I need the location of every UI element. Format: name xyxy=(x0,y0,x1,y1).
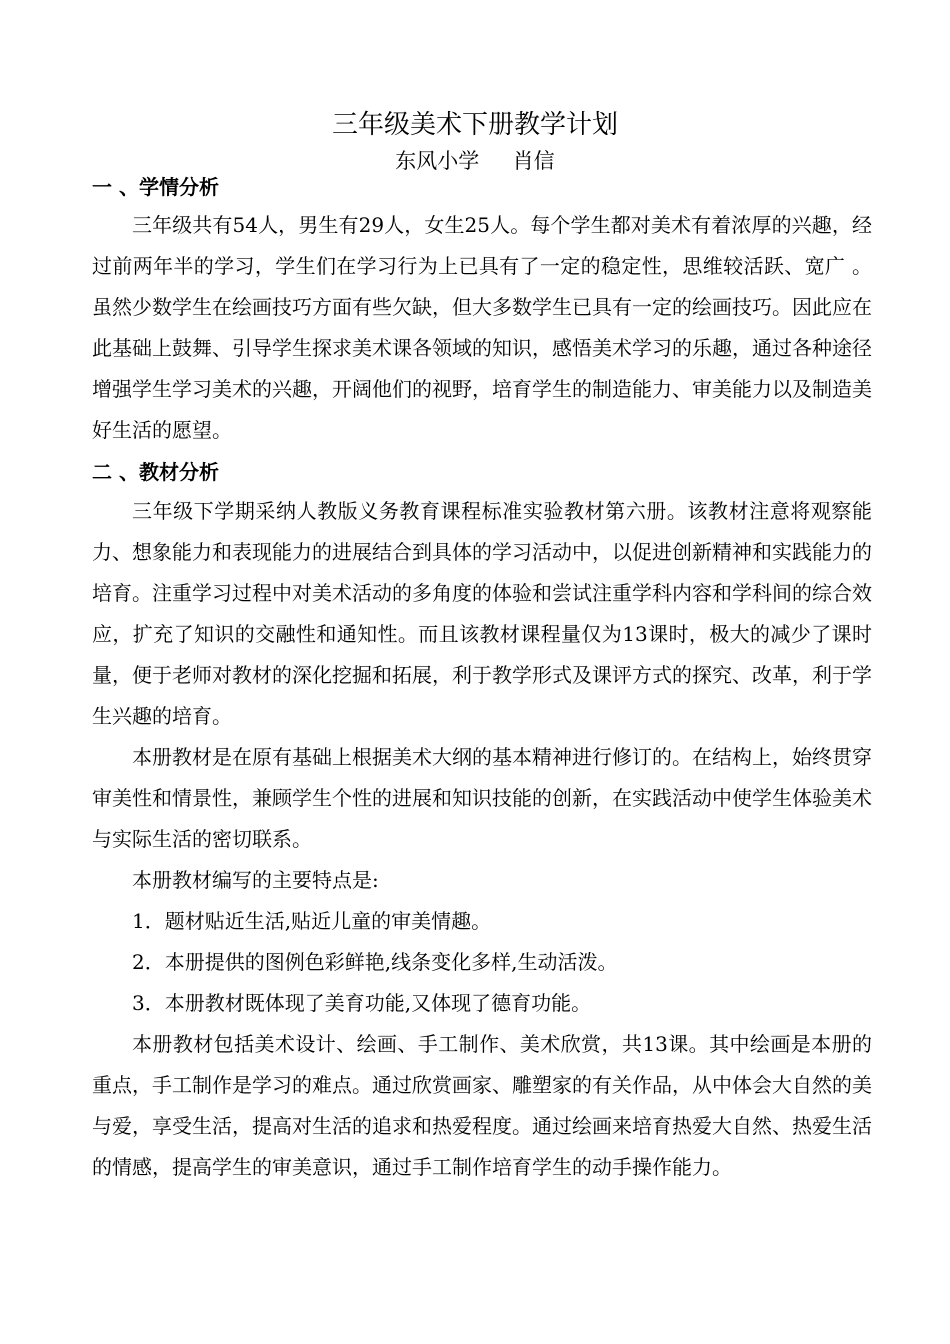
paragraph: 本册教材包括美术设计、绘画、手工制作、美术欣赏，共13课。其中绘画是本册的重点，手工制作是学习的难点。通过欣赏画家、雕塑家的有关作品，从中体会大自然的美与爱，享受生活，提高对生活的追求和热爱程度。通过绘画来培育热爱大自然、热爱生活的情感，提高学生的审美意识，通过手工制作培育学生的动手操作能力。 xyxy=(92,1032,872,1179)
page-title: 三年级美术下册教学计划 xyxy=(331,110,618,140)
paragraph: 本册教材是在原有基础上根据美术大纲的基本精神进行修订的。在结构上，始终贯穿审美性和情景性，兼顾学生个性的进展和知识技能的创新，在实践活动中使学生体验美术与实际生活的密切联系。 xyxy=(92,745,872,851)
paragraph: 三年级共有54人，男生有29人，女生25人。每个学生都对美术有着浓厚的兴趣，经过前两年半的学习，学生们在学习行为上已具有了一定的稳定性，思维较活跃、宽广 。虽然少数学生在绘画技巧方面有些欠缺，但大多数学生已具有一定的绘画技巧。因此应在此基础上鼓舞、引导学生探求美术课各领域的知识，感悟美术学习的乐趣，通过各种途径增强学生学习美术的兴趣，开阔他们的视野，培育学生的制造能力、审美能力以及制造美好生活的愿望。 xyxy=(92,213,872,442)
list-item: 3．本册教材既体现了美育功能,又体现了德育功能。 xyxy=(132,991,592,1015)
section-heading-learning-analysis: 一 、学情分析 xyxy=(92,175,219,199)
section-textbook-analysis-body xyxy=(92,491,872,1188)
page-subtitle: 东风小学 肖信 xyxy=(395,149,555,173)
paragraph: 三年级下学期采纳人教版义务教育课程标准实验教材第六册。该教材注意将观察能力、想象能力和表现能力的进展结合到具体的学习活动中，以促进创新精神和实践能力的培育。注重学习过程中对美术活动的多角度的体验和尝试注重学科内容和学科间的综合效应，扩充了知识的交融性和通知性。而且该教材课程量仅为13课时，极大的减少了课时量，便于老师对教材的深化挖掘和拓展，利于教学形式及课评方式的探究、改革，利于学生兴趣的培育。 xyxy=(92,499,872,728)
list-item: 2．本册提供的图例色彩鲜艳,线条变化多样,生动活泼。 xyxy=(132,950,618,974)
section-heading-textbook-analysis: 二 、教材分析 xyxy=(92,460,219,484)
paragraph: 本册教材编写的主要特点是: xyxy=(132,868,379,892)
list-item: 1．题材贴近生活,贴近儿童的审美情趣。 xyxy=(132,909,492,933)
section-learning-analysis-body xyxy=(92,205,872,451)
